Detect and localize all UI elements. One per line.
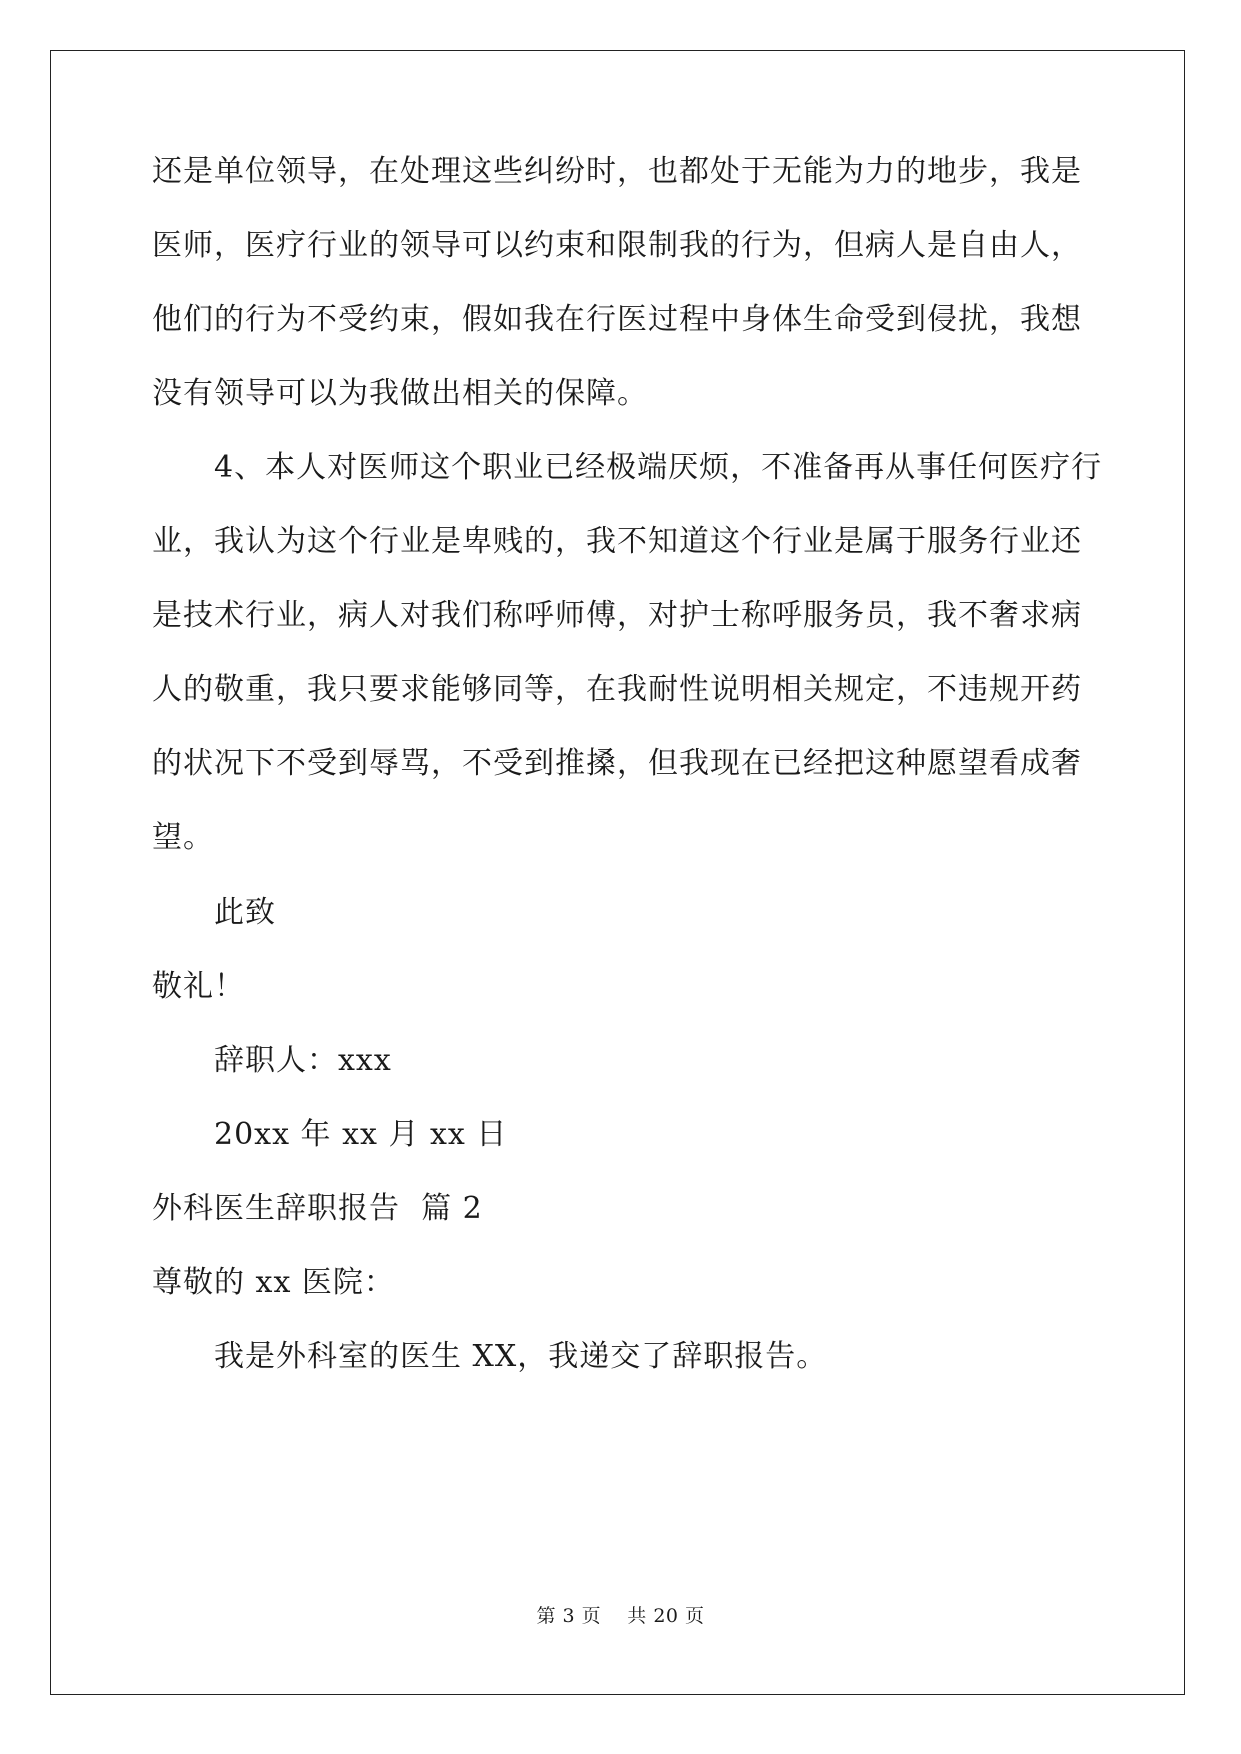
salute-text: 敬礼！ <box>152 969 245 1004</box>
paragraph-line: 业，我认为这个行业是卑贱的，我不知道这个行业是属于服务行业还 <box>152 524 1082 559</box>
paragraph-line: 我是外科室的医生 XX，我递交了辞职报告。 <box>214 1339 828 1374</box>
paragraph-line: 还是单位领导，在处理这些纠纷时，也都处于无能为力的地步，我是 <box>152 154 1082 189</box>
date-text: 20xx 年 xx 月 xx 日 <box>214 1117 508 1152</box>
paragraph-line: 望。 <box>152 820 214 855</box>
paragraph-line: 他们的行为不受约束，假如我在行医过程中身体生命受到侵扰，我想 <box>152 302 1082 337</box>
paragraph-line: 人的敬重，我只要求能够同等，在我耐性说明相关规定，不违规开药 <box>152 672 1082 707</box>
paragraph-line: 是技术行业，病人对我们称呼师傅，对护士称呼服务员，我不奢求病 <box>152 598 1082 633</box>
paragraph-line: 4、本人对医师这个职业已经极端厌烦，不准备再从事任何医疗行 <box>214 450 1103 485</box>
addressee-text: 尊敬的 xx 医院： <box>152 1265 395 1300</box>
paragraph-line: 的状况下不受到辱骂，不受到推搡，但我现在已经把这种愿望看成奢 <box>152 746 1082 781</box>
paragraph-line: 没有领导可以为我做出相关的保障。 <box>152 376 648 411</box>
page-number: 第 3 页 共 20 页 <box>536 1605 705 1627</box>
page-border <box>50 50 1185 1695</box>
paragraph-line: 医师，医疗行业的领导可以约束和限制我的行为，但病人是自由人， <box>152 228 1082 263</box>
signer-text: 辞职人：xxx <box>214 1043 392 1078</box>
closing-text: 此致 <box>214 895 276 930</box>
section-title: 外科医生辞职报告 篇 2 <box>152 1191 483 1226</box>
